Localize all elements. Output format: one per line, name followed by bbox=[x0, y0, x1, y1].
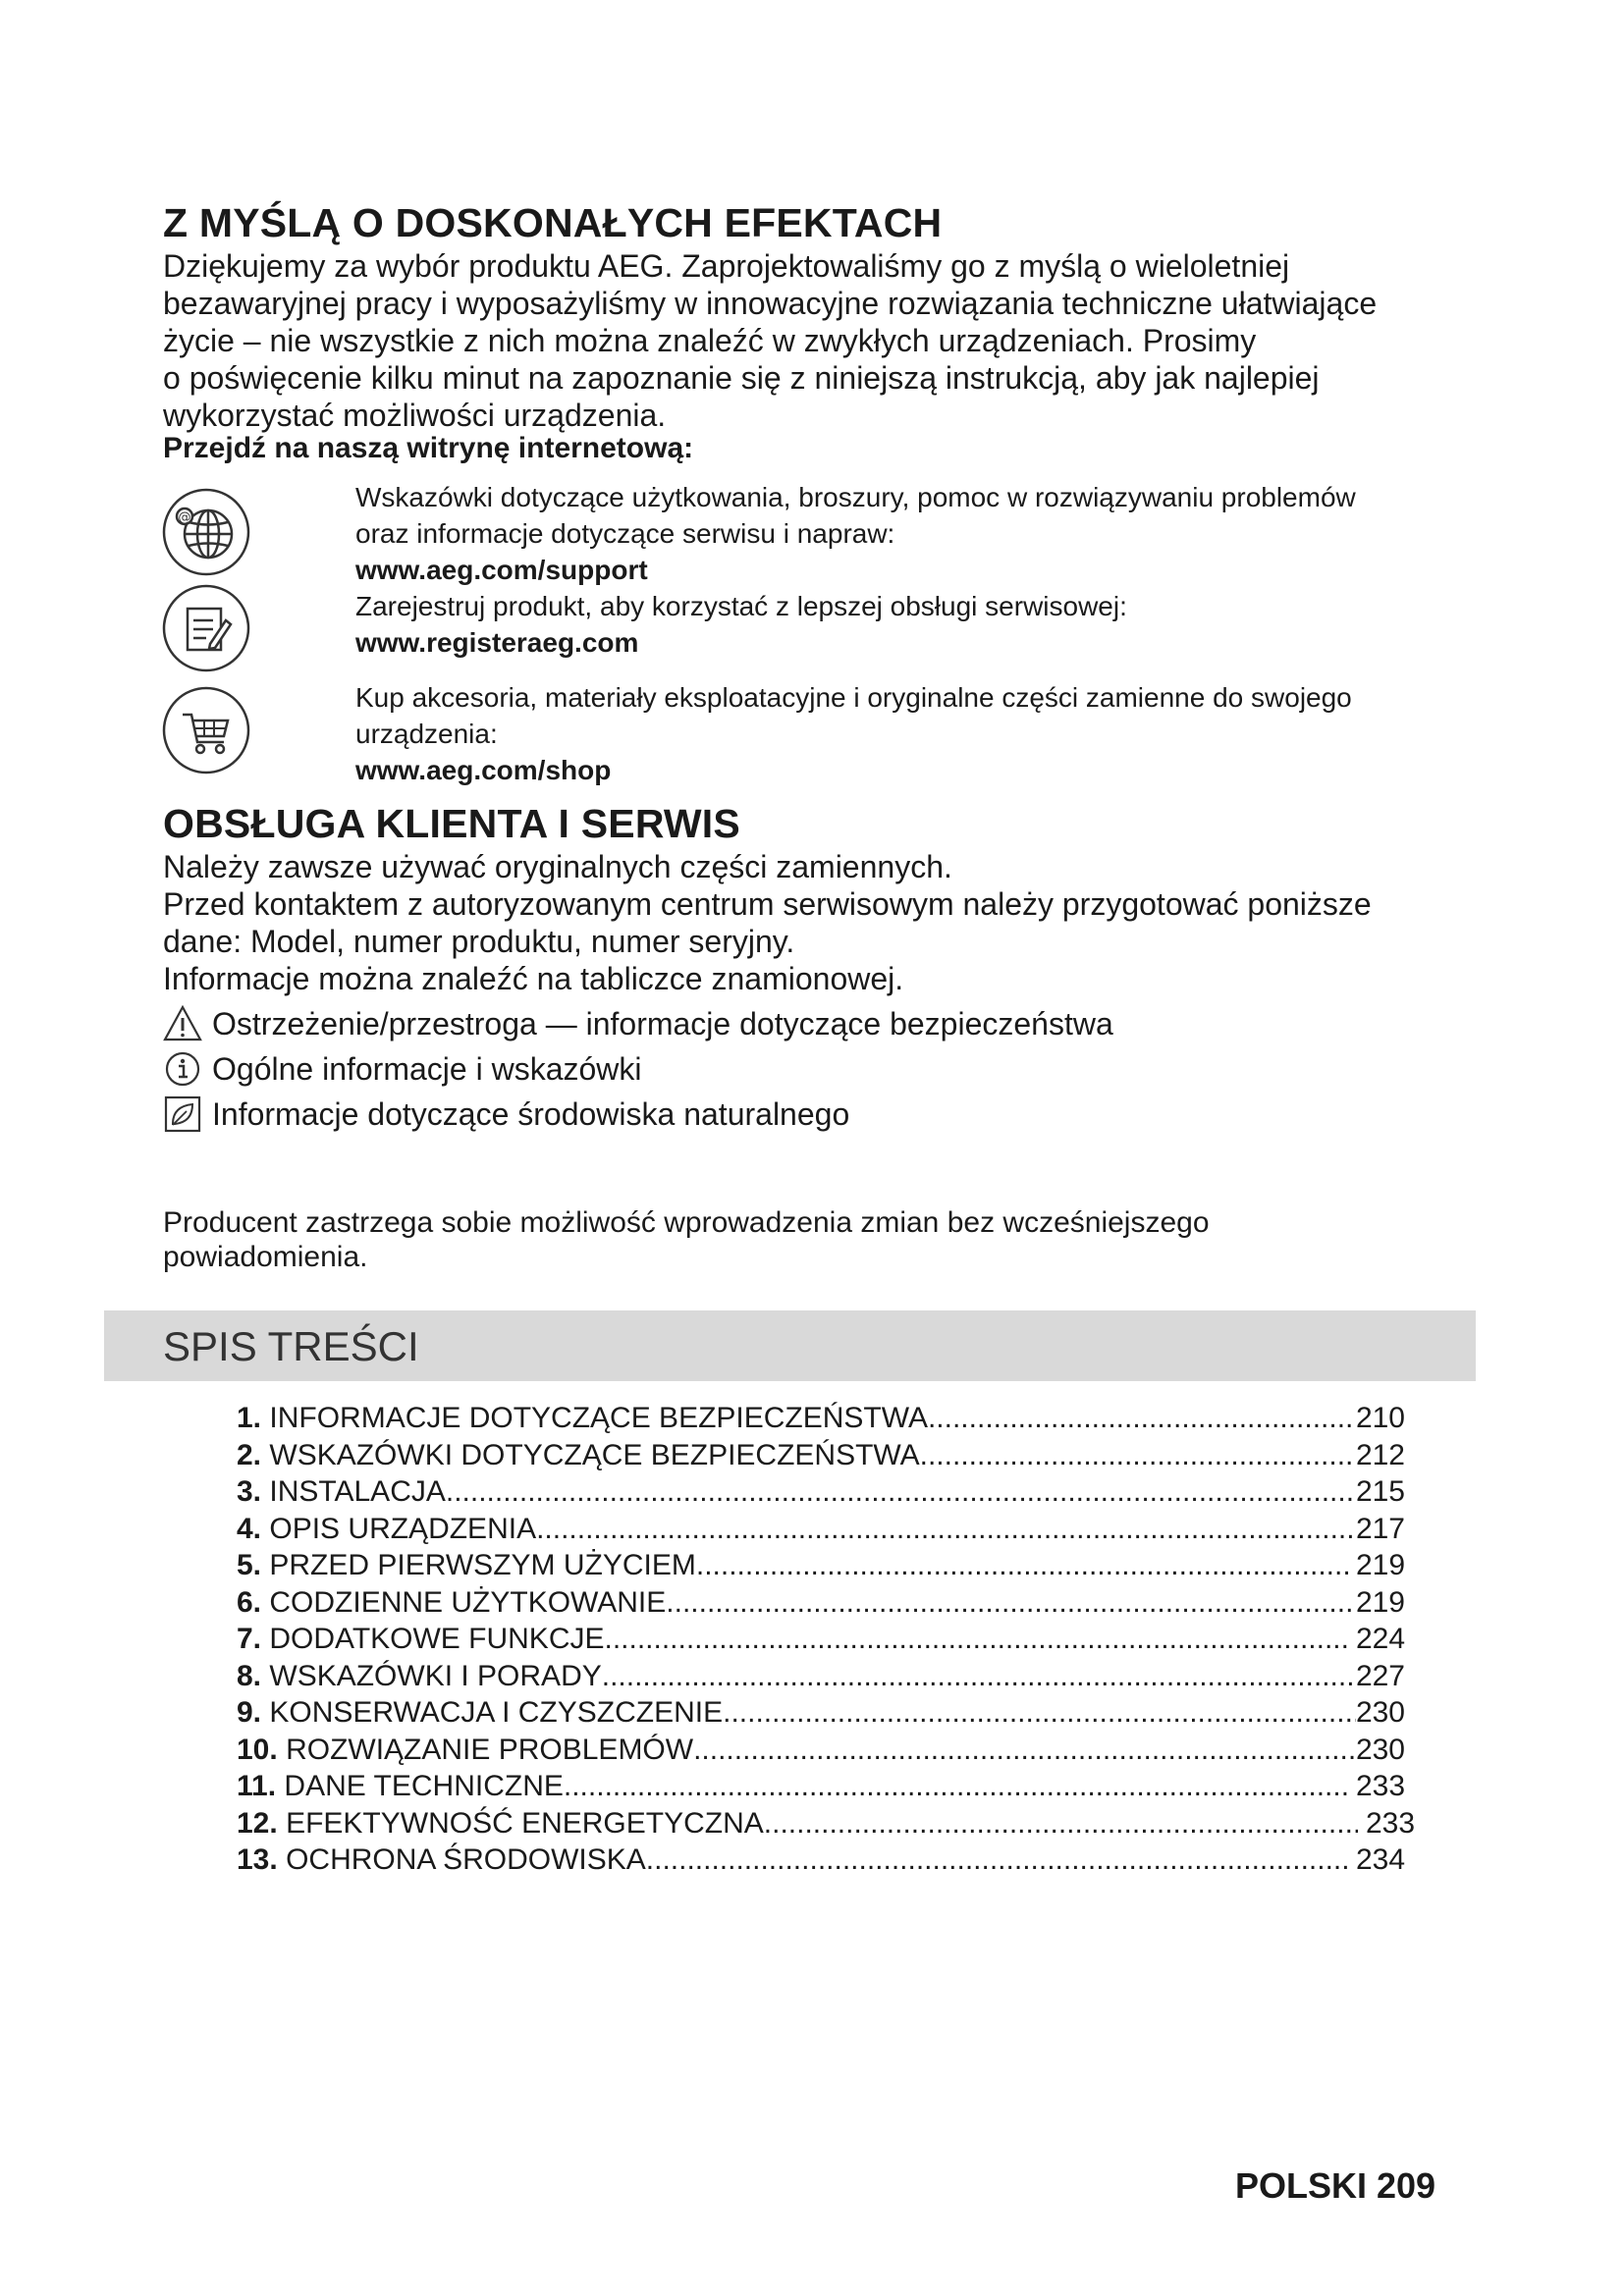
toc-entry-label: OCHRONA ŚRODOWISKA bbox=[286, 1843, 646, 1876]
toc-entry-number: 11. bbox=[237, 1770, 277, 1802]
intro-line: Dziękujemy za wybór produktu AEG. Zaprojektowaliśmy go z myślą o wieloletniej bbox=[163, 248, 1290, 284]
toc-leader-dots bbox=[764, 1805, 1358, 1842]
toc-entry-page: 224 bbox=[1347, 1623, 1405, 1655]
toc-entry-page: 215 bbox=[1355, 1475, 1405, 1508]
intro-line: o poświęcenie kilku minut na zapoznanie się z niniejszą instrukcją, aby jak najlepiej bbox=[163, 360, 1320, 396]
toc-entry-page: 230 bbox=[1355, 1696, 1405, 1729]
service-paragraph bbox=[163, 848, 1372, 997]
shop-url-link[interactable]: www.aeg.com/shop bbox=[355, 755, 612, 785]
toc-list bbox=[237, 1400, 1415, 1879]
service-line: Należy zawsze używać oryginalnych części zamiennych. bbox=[163, 849, 952, 884]
toc-entry-number: 7. bbox=[237, 1623, 262, 1655]
toc-entry-page: 219 bbox=[1355, 1585, 1405, 1619]
link-description: Kup akcesoria, materiały eksploatacyjne i oryginalne części zamienne do swojego bbox=[355, 682, 1352, 713]
symbol-legend bbox=[163, 1001, 1113, 1137]
toc-leader-dots bbox=[646, 1842, 1348, 1879]
service-line: Przed kontaktem z autoryzowanym centrum serwisowym należy przygotować poniższe bbox=[163, 886, 1372, 922]
toc-entry[interactable] bbox=[237, 1805, 1415, 1842]
toc-entry[interactable] bbox=[237, 1694, 1405, 1732]
link-description: urządzenia: bbox=[355, 719, 498, 749]
intro-line: życie – nie wszystkie z nich można znaleźć w zwykłych urządzeniach. Prosimy bbox=[163, 323, 1257, 358]
toc-entry[interactable] bbox=[237, 1621, 1405, 1658]
toc-entry[interactable] bbox=[237, 1511, 1405, 1548]
toc-leader-dots bbox=[928, 1400, 1356, 1437]
globe-icon bbox=[161, 487, 251, 577]
support-url-link[interactable]: www.aeg.com/support bbox=[355, 555, 648, 585]
toc-entry[interactable] bbox=[237, 1768, 1405, 1805]
toc-leader-dots bbox=[446, 1473, 1356, 1511]
toc-leader-dots bbox=[693, 1732, 1356, 1769]
toc-header-band bbox=[104, 1310, 1476, 1381]
toc-entry-number: 2. bbox=[237, 1438, 262, 1471]
toc-entry-page: 227 bbox=[1355, 1659, 1405, 1692]
toc-entry[interactable] bbox=[237, 1842, 1405, 1879]
toc-entry-label: INFORMACJE DOTYCZĄCE BEZPIECZEŃSTWA bbox=[269, 1402, 928, 1434]
legend-item bbox=[163, 1092, 1113, 1137]
legend-label: Ogólne informacje i wskazówki bbox=[212, 1050, 642, 1087]
toc-entry-label: INSTALACJA bbox=[269, 1475, 446, 1508]
toc-entry-number: 8. bbox=[237, 1659, 262, 1692]
toc-entry[interactable] bbox=[237, 1400, 1405, 1437]
link-description: Zarejestruj produkt, aby korzystać z lepszej obsługi serwisowej: bbox=[355, 591, 1127, 621]
link-description: Wskazówki dotyczące użytkowania, broszury, pomoc w rozwiązywaniu problemów bbox=[355, 482, 1356, 512]
toc-entry[interactable] bbox=[237, 1732, 1405, 1769]
toc-entry-label: ROZWIĄZANIE PROBLEMÓW bbox=[286, 1733, 694, 1766]
toc-leader-dots bbox=[723, 1694, 1356, 1732]
toc-entry-number: 10. bbox=[237, 1733, 278, 1766]
shop-link-block bbox=[355, 679, 1352, 788]
toc-entry-page: 233 bbox=[1347, 1770, 1405, 1802]
register-icon bbox=[161, 583, 251, 673]
toc-entry-label: PRZED PIERWSZYM UŻYCIEM bbox=[269, 1549, 696, 1581]
toc-entry[interactable] bbox=[237, 1473, 1405, 1511]
toc-entry-label: CODZIENNE UŻYTKOWANIE bbox=[269, 1585, 667, 1619]
website-heading: Przejdź na naszą witrynę internetową: bbox=[163, 432, 694, 464]
toc-entry-number: 6. bbox=[237, 1585, 262, 1619]
toc-entry-label: KONSERWACJA I CZYSZCZENIE bbox=[269, 1696, 724, 1729]
toc-entry-number: 4. bbox=[237, 1512, 262, 1545]
toc-leader-dots bbox=[536, 1511, 1356, 1548]
toc-entry[interactable] bbox=[237, 1547, 1405, 1584]
section-title-customer-service: OBSŁUGA KLIENTA I SERWIS bbox=[163, 801, 740, 846]
toc-entry-label: DODATKOWE FUNKCJE bbox=[269, 1623, 605, 1655]
environment-icon bbox=[163, 1095, 202, 1134]
toc-leader-dots bbox=[605, 1621, 1348, 1658]
toc-leader-dots bbox=[696, 1547, 1348, 1584]
toc-entry[interactable] bbox=[237, 1437, 1405, 1474]
toc-leader-dots bbox=[666, 1584, 1356, 1622]
toc-entry-number: 13. bbox=[237, 1843, 278, 1876]
service-line: dane: Model, numer produktu, numer seryjny. bbox=[163, 924, 795, 959]
toc-entry-number: 12. bbox=[237, 1806, 278, 1840]
svg-text:@: @ bbox=[178, 510, 191, 525]
toc-entry-number: 9. bbox=[237, 1696, 262, 1729]
toc-entry-page: 212 bbox=[1355, 1438, 1405, 1471]
toc-title: SPIS TREŚCI bbox=[163, 1323, 419, 1369]
support-link-block bbox=[355, 479, 1356, 661]
legend-label: Ostrzeżenie/przestroga — informacje dotyczące bezpieczeństwa bbox=[212, 1005, 1113, 1041]
toc-entry-label: WSKAZÓWKI DOTYCZĄCE BEZPIECZEŃSTWA bbox=[269, 1438, 920, 1471]
warning-icon bbox=[163, 1004, 202, 1043]
toc-entry-page: 234 bbox=[1347, 1843, 1405, 1876]
disclaimer bbox=[163, 1205, 1210, 1274]
toc-entry-label: DANE TECHNICZNE bbox=[284, 1770, 564, 1802]
toc-entry-page: 210 bbox=[1355, 1402, 1405, 1434]
disclaimer-line: powiadomienia. bbox=[163, 1241, 368, 1273]
legend-label: Informacje dotyczące środowiska naturalnego bbox=[212, 1095, 850, 1132]
service-line: Informacje można znaleźć na tabliczce znamionowej. bbox=[163, 961, 904, 996]
toc-entry-number: 5. bbox=[237, 1549, 262, 1581]
toc-entry-label: WSKAZÓWKI I PORADY bbox=[269, 1659, 602, 1692]
intro-line: wykorzystać możliwości urządzenia. bbox=[163, 398, 667, 433]
toc-entry-page: 219 bbox=[1347, 1549, 1405, 1581]
toc-entry-label: OPIS URZĄDZENIA bbox=[269, 1512, 537, 1545]
toc-leader-dots bbox=[920, 1437, 1356, 1474]
toc-entry-number: 1. bbox=[237, 1402, 262, 1434]
disclaimer-line: Producent zastrzega sobie możliwość wprowadzenia zmian bez wcześniejszego bbox=[163, 1206, 1210, 1239]
legend-item bbox=[163, 1001, 1113, 1046]
toc-leader-dots bbox=[564, 1768, 1348, 1805]
legend-item bbox=[163, 1046, 1113, 1092]
register-url-link[interactable]: www.registeraeg.com bbox=[355, 627, 639, 658]
cart-icon bbox=[161, 685, 251, 775]
intro-line: bezawaryjnej pracy i wyposażyliśmy w innowacyjne rozwiązania techniczne ułatwiające bbox=[163, 286, 1378, 321]
toc-entry-label: EFEKTYWNOŚĆ ENERGETYCZNA bbox=[286, 1806, 764, 1840]
toc-entry[interactable] bbox=[237, 1584, 1405, 1622]
toc-entry[interactable] bbox=[237, 1658, 1405, 1695]
toc-entry-number: 3. bbox=[237, 1475, 262, 1508]
page-footer-label: POLSKI 209 bbox=[1235, 2165, 1436, 2206]
toc-entry-page: 230 bbox=[1355, 1733, 1405, 1766]
section-title-excellent-results: Z MYŚLĄ O DOSKONAŁYCH EFEKTACH bbox=[163, 200, 943, 245]
toc-entry-page: 217 bbox=[1355, 1512, 1405, 1545]
toc-leader-dots bbox=[602, 1658, 1356, 1695]
intro-paragraph bbox=[163, 247, 1377, 434]
toc-entry-page: 233 bbox=[1357, 1806, 1415, 1840]
info-icon bbox=[163, 1049, 202, 1089]
link-description: oraz informacje dotyczące serwisu i napraw: bbox=[355, 518, 895, 549]
